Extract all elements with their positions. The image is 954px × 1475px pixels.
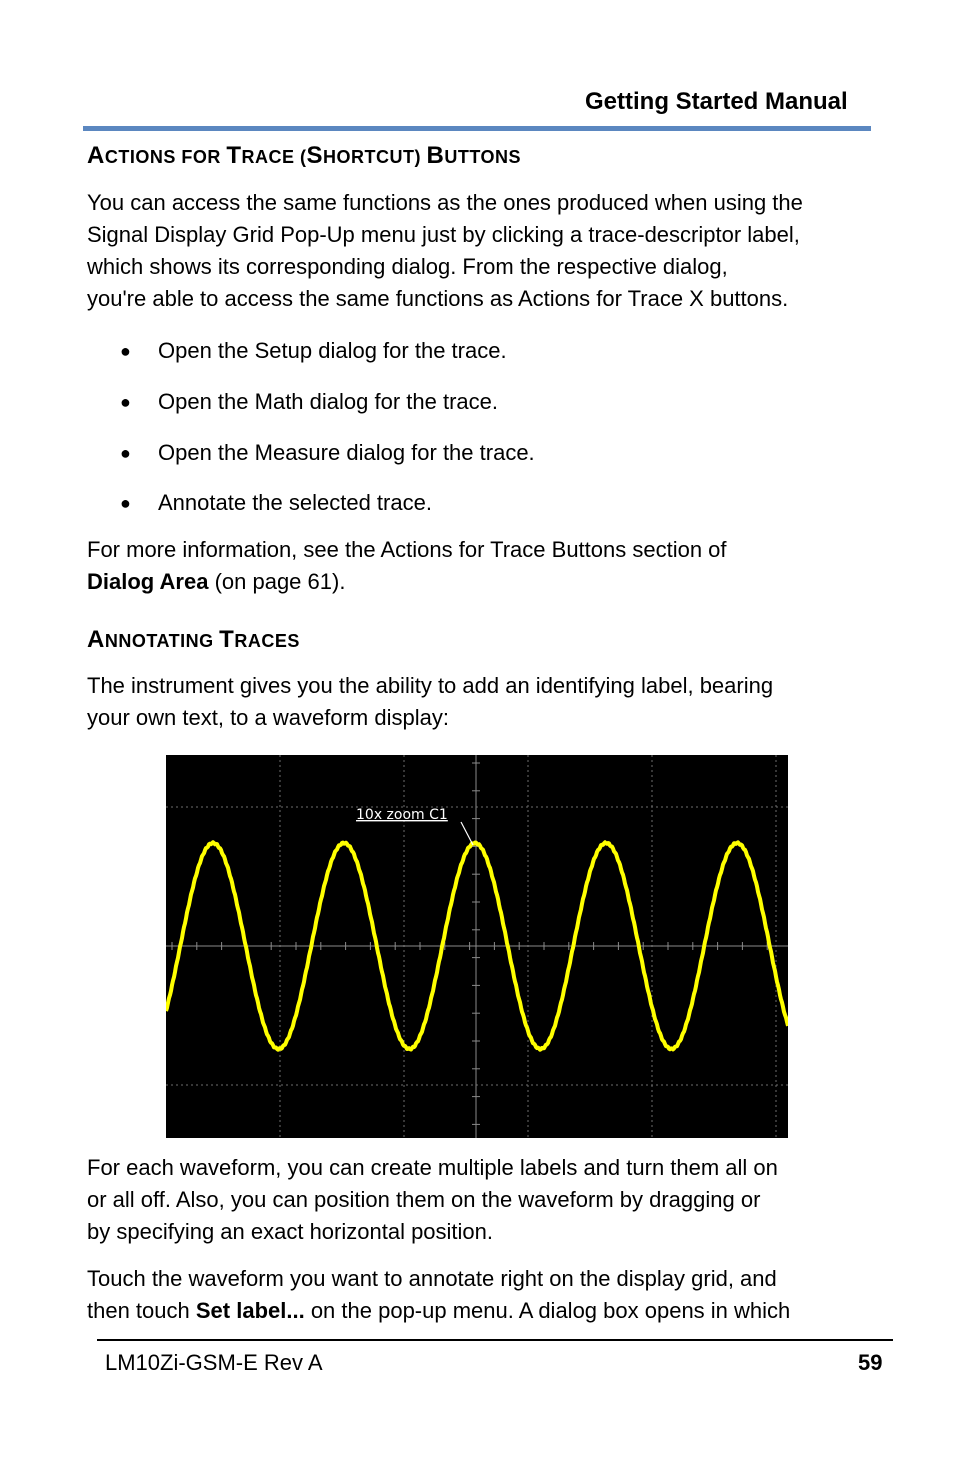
set-label-paragraph [87,1263,877,1327]
waveform-display-figure [166,755,788,1138]
bullet-item [120,386,498,418]
heading-part: UTTONS [444,147,522,167]
label-leader-line [461,822,473,845]
paragraph-line: your own text, to a waveform display: [87,705,449,730]
paragraph-line: Touch the waveform you want to annotate right on the display grid, and [87,1266,777,1291]
section-heading-actions-for-trace [87,142,521,170]
heading-part: T [219,626,235,653]
heading-part: RACES [234,631,300,651]
bullet-item [120,335,507,367]
paragraph-line: which shows its corresponding dialog. From the respective dialog, [87,254,728,279]
labels-paragraph [87,1152,877,1248]
paragraph-line [87,1295,877,1327]
trace-annotation-label[interactable]: 10x zoom C1 [356,807,448,823]
paragraph-line: or all off. Also, you can position them on the waveform by dragging or [87,1187,761,1212]
paragraph-line: You can access the same functions as the ones produced when using the [87,190,803,215]
bullet-icon: ● [120,341,131,361]
page-reference: (on page 61). [208,569,346,594]
bullet-icon: ● [120,392,131,412]
paragraph-line: by specifying an exact horizontal position. [87,1219,494,1244]
bullet-item [120,487,432,519]
page-number: 59 [858,1350,883,1375]
paragraph-line: For each waveform, you can create multiple labels and turn them all on [87,1155,778,1180]
dialog-area-link[interactable]: Dialog Area [87,569,209,594]
bullet-text: Open the Measure dialog for the trace. [158,440,535,465]
heading-part: B [426,142,445,169]
heading-part: RACE ( [241,147,307,167]
annotating-intro-paragraph [87,670,877,734]
heading-part: S [306,142,324,169]
heading-part: ) [414,147,427,167]
bullet-icon: ● [120,443,131,463]
text-fragment: on the pop-up menu. A dialog box opens in which [304,1298,791,1323]
more-info-paragraph [87,534,877,598]
bullet-item [120,437,535,469]
waveform-grid-svg [166,755,788,1138]
running-header-title: Getting Started Manual [585,88,848,115]
document-id: LM10Zi-GSM-E Rev A [105,1350,323,1375]
intro-paragraph [87,187,877,315]
header-rule [83,126,871,131]
heading-part: A [87,142,105,169]
paragraph-line [87,566,877,598]
heading-part: A [87,626,105,653]
paragraph-line: The instrument gives you the ability to add an identifying label, bearing [87,673,774,698]
paragraph-line: you're able to access the same functions as Actions for Trace X buttons. [87,286,789,311]
section-heading-annotating-traces [87,626,300,654]
heading-part: HORTCUT [323,147,415,167]
bullet-text: Open the Math dialog for the trace. [158,389,498,414]
paragraph-line: Signal Display Grid Pop-Up menu just by clicking a trace-descriptor label, [87,222,800,247]
heading-part: CTIONS FOR [104,147,227,167]
footer-rule [97,1339,893,1341]
set-label-term: Set label... [195,1298,305,1323]
paragraph-line: For more information, see the Actions for Trace Buttons section of [87,537,727,562]
center-axes [166,755,788,1138]
heading-part: T [226,142,242,169]
heading-part: NNOTATING [104,631,220,651]
bullet-text: Annotate the selected trace. [158,490,432,515]
bullet-text: Open the Setup dialog for the trace. [158,338,507,363]
bullet-icon: ● [120,493,131,513]
text-fragment: then touch [87,1298,196,1323]
